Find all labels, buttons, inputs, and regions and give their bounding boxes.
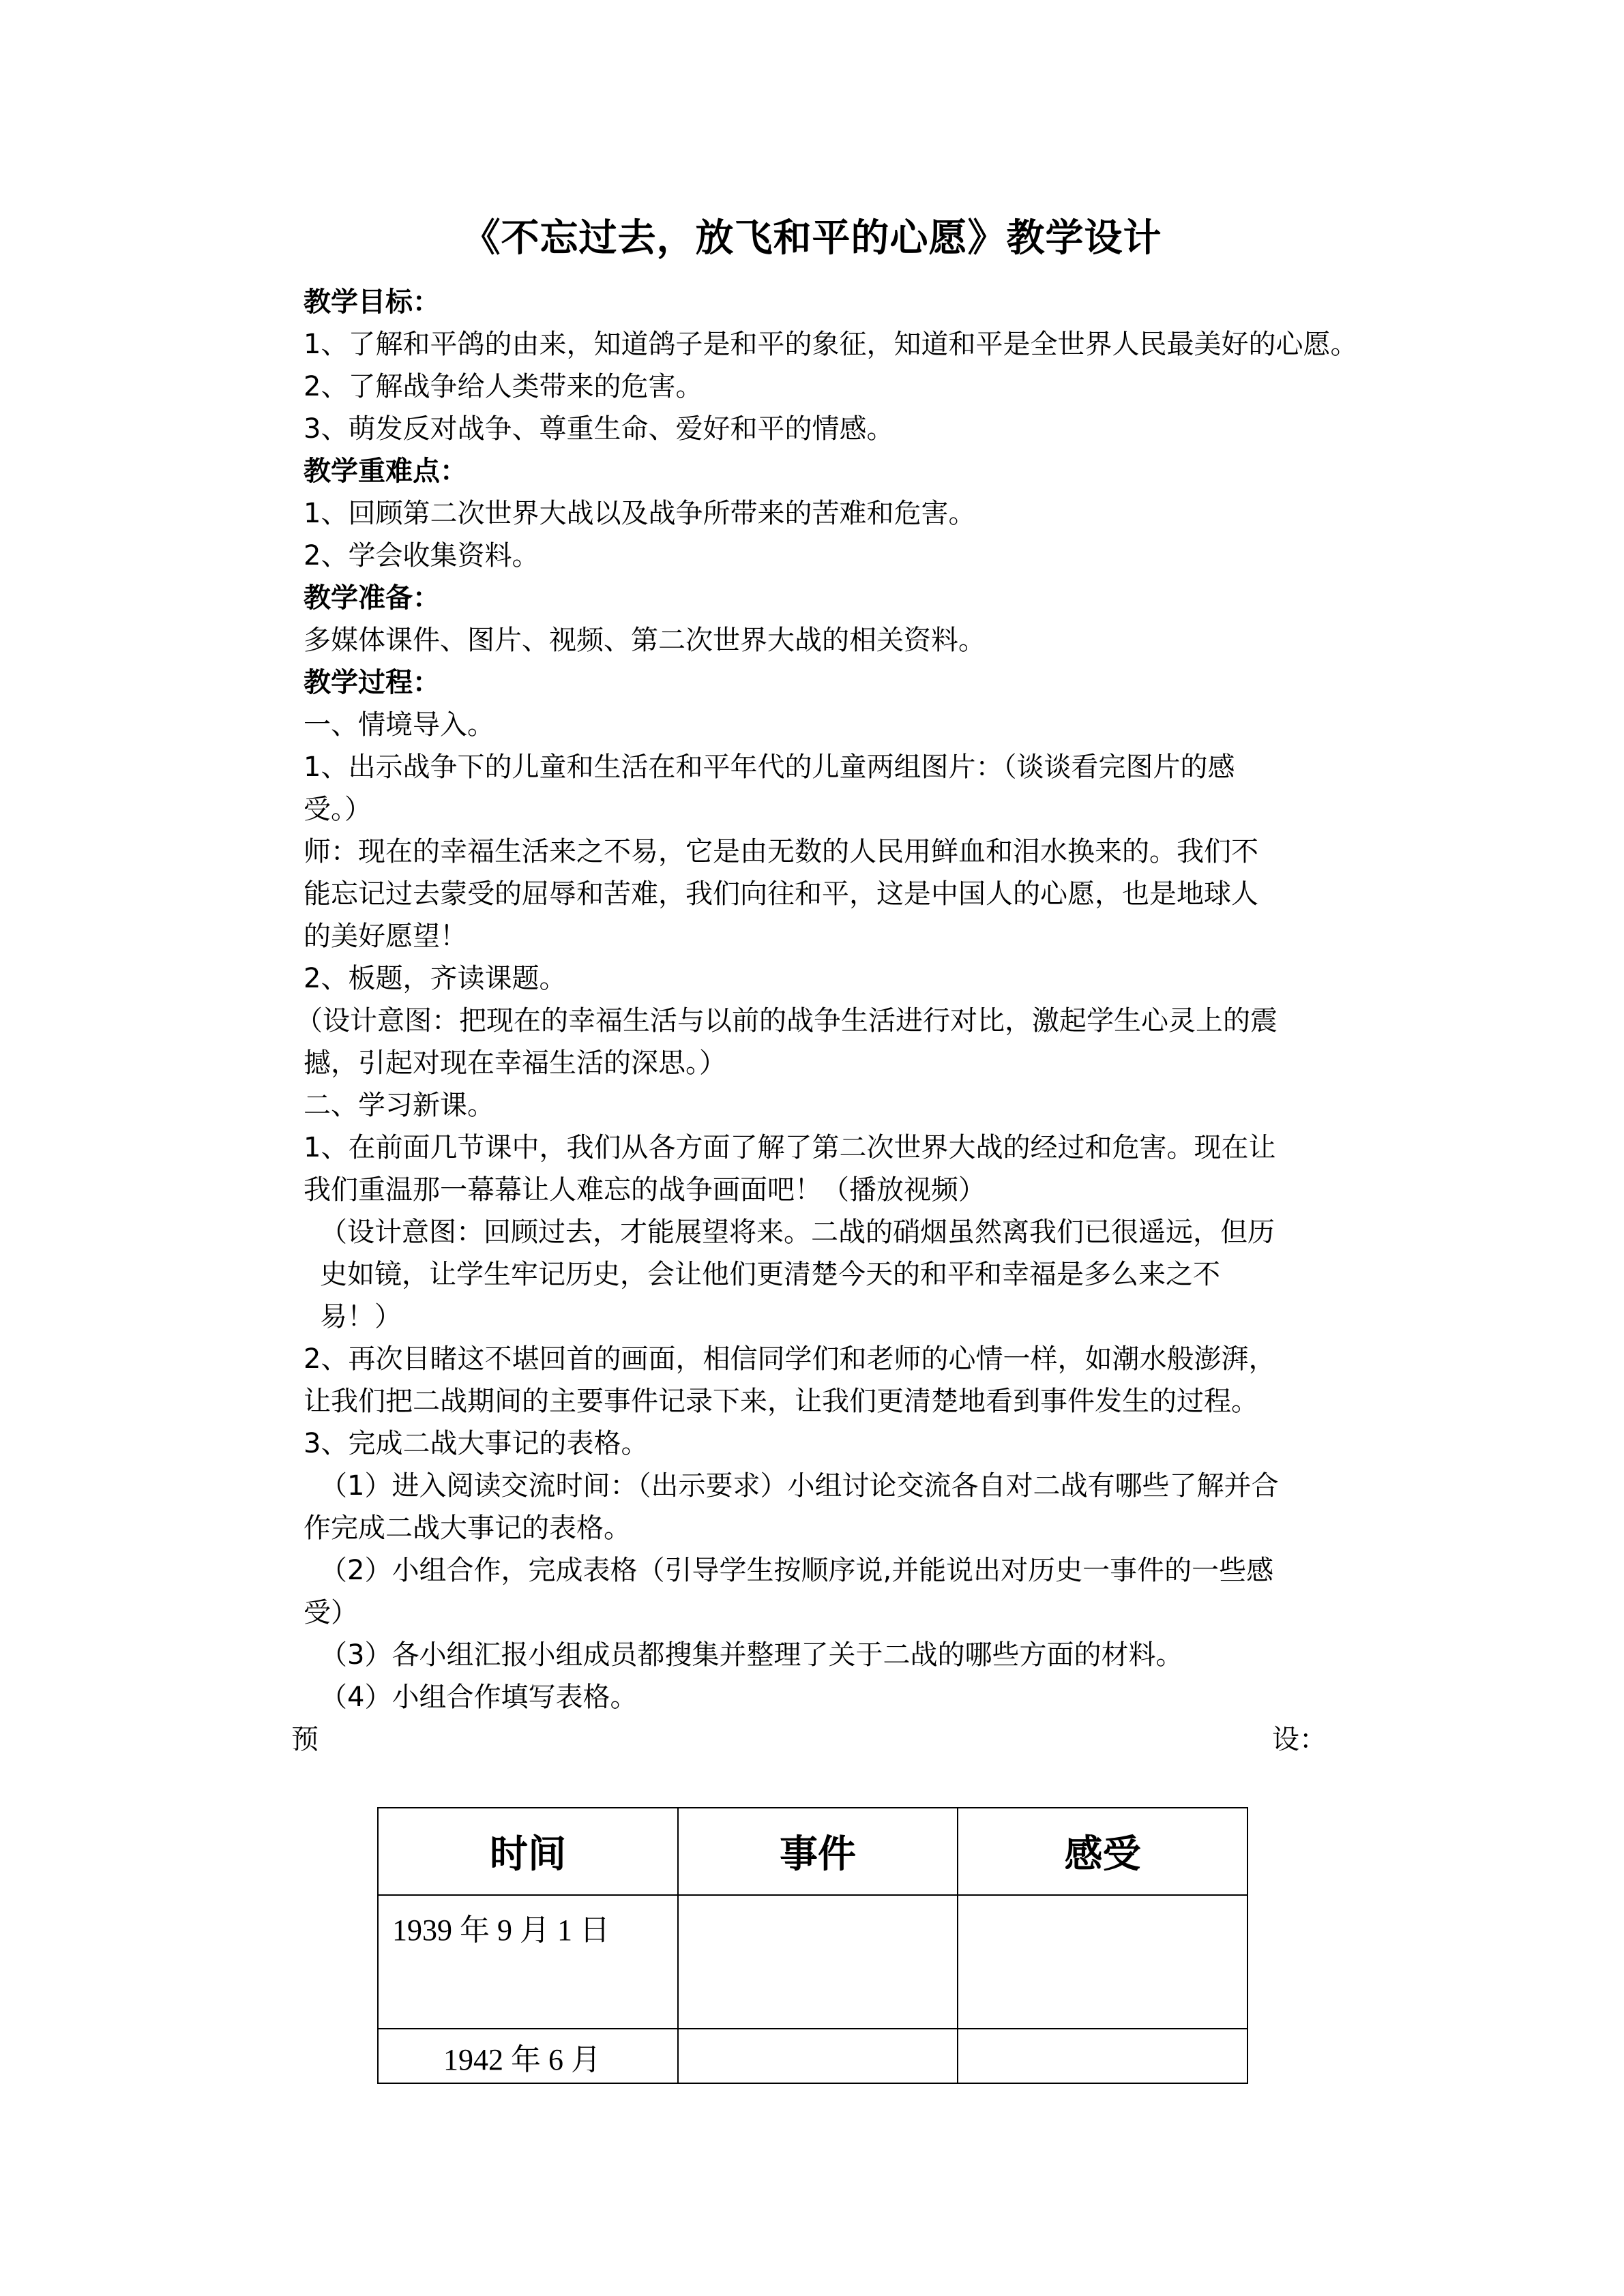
cell-feeling: [958, 2029, 1247, 2083]
sub-step-2-line2: 受）: [304, 1597, 358, 1628]
header-feeling: 感受: [958, 1808, 1247, 1895]
process-heading: 教学过程：: [304, 667, 440, 698]
part1-step1-line1: 1、出示战争下的儿童和生活在和平年代的儿童两组图片：（谈谈看完图片的感: [304, 751, 1235, 783]
objective-3: 3、萌发反对战争、尊重生命、爱好和平的情感。: [304, 413, 894, 445]
cell-event: [678, 1895, 958, 2029]
objective-2: 2、了解战争给人类带来的危害。: [304, 371, 703, 402]
preparation-text: 多媒体课件、图片、视频、第二次世界大战的相关资料。: [304, 625, 986, 656]
preparation-heading: 教学准备：: [304, 582, 440, 614]
cell-time: 1939 年 9 月 1 日: [378, 1895, 678, 2029]
objective-1: 1、了解和平鸽的由来，知道鸽子是和平的象征，知道和平是全世界人民最美好的心愿。: [304, 329, 1358, 360]
sub-step-1-line1: （1）进入阅读交流时间：（出示要求）小组讨论交流各自对二战有哪些了解并合: [320, 1470, 1279, 1502]
ww2-events-table: [377, 1807, 1248, 2084]
table-header-row: [378, 1808, 1247, 1895]
part1-step1-line2: 受。）: [304, 794, 372, 825]
part1-step2: 2、板题，齐读课题。: [304, 963, 567, 994]
document-title: 《不忘过去，放飞和平的心愿》教学设计: [462, 216, 1162, 260]
cell-event: [678, 2029, 958, 2083]
key-point-1: 1、回顾第二次世界大战以及战争所带来的苦难和危害。: [304, 498, 976, 529]
sub-step-1-line2: 作完成二战大事记的表格。: [304, 1512, 631, 1544]
preset-right: 设：: [1272, 1724, 1327, 1755]
part2-step1-line2: 我们重温那一幕幕让人难忘的战争画面吧！（播放视频）: [304, 1174, 986, 1206]
sub-step-2-line1: （2）小组合作，完成表格（引导学生按顺序说,并能说出对历史一事件的一些感: [320, 1555, 1274, 1586]
sub-step-3: （3）各小组汇报小组成员都搜集并整理了关于二战的哪些方面的材料。: [320, 1639, 1183, 1671]
teacher-line3: 的美好愿望！: [304, 921, 467, 952]
cell-time: 1942 年 6 月: [378, 2029, 678, 2083]
document-body: [291, 281, 1374, 1761]
part2-step2-line1: 2、再次目睹这不堪回首的画面，相信同学们和老师的心情一样，如潮水般澎湃，: [304, 1343, 1276, 1375]
design-intent-2-line3: 易！）: [320, 1301, 402, 1332]
design-intent-1-line1: （设计意图：把现在的幸福生活与以前的战争生活进行对比，激起学生心灵上的震: [295, 1005, 1278, 1037]
cell-feeling: [958, 1895, 1247, 2029]
design-intent-2-line2: 史如镜，让学生牢记历史，会让他们更清楚今天的和平和幸福是多么来之不: [320, 1259, 1220, 1290]
key-point-2: 2、学会收集资料。: [304, 540, 540, 571]
part2-step1-line1: 1、在前面几节课中，我们从各方面了解了第二次世界大战的经过和危害。现在让: [304, 1132, 1276, 1163]
key-points-heading: 教学重难点：: [304, 456, 467, 487]
table-row: [378, 1895, 1247, 2029]
table-row: [378, 2029, 1247, 2083]
part2-step3: 3、完成二战大事记的表格。: [304, 1428, 649, 1459]
part2-title: 二、学习新课。: [304, 1090, 494, 1121]
preset-left: 预: [291, 1724, 319, 1755]
teacher-line2: 能忘记过去蒙受的屈辱和苦难，我们向往和平，这是中国人的心愿，也是地球人: [304, 878, 1258, 910]
teacher-line1: 师：现在的幸福生活来之不易，它是由无数的人民用鲜血和泪水换来的。我们不: [304, 836, 1258, 867]
header-event: 事件: [678, 1808, 958, 1895]
design-intent-2-line1: （设计意图：回顾过去，才能展望将来。二战的硝烟虽然离我们已很遥远，但历: [320, 1217, 1275, 1248]
part2-step2-line2: 让我们把二战期间的主要事件记录下来，让我们更清楚地看到事件发生的过程。: [304, 1386, 1258, 1417]
design-intent-1-line2: 撼，引起对现在幸福生活的深思。）: [304, 1047, 726, 1079]
part1-title: 一、情境导入。: [304, 709, 494, 741]
header-time: 时间: [378, 1808, 678, 1895]
objectives-heading: 教学目标：: [304, 286, 440, 318]
sub-step-4: （4）小组合作填写表格。: [320, 1682, 638, 1713]
preset-line: [291, 1718, 1374, 1761]
